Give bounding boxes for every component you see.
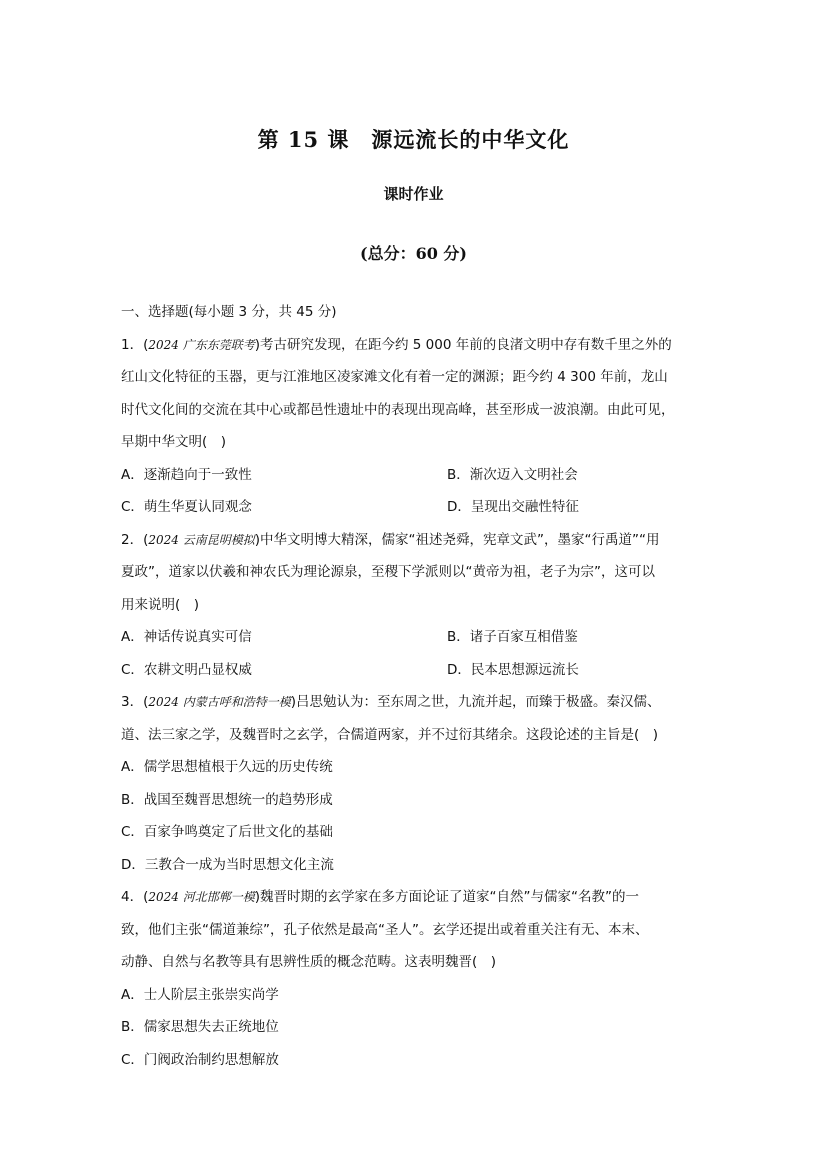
question-number: 3．( xyxy=(121,694,149,710)
question-line: 动静、自然与名教等具有思辨性质的概念范畴。这表明魏晋( ) xyxy=(121,954,497,970)
question-line: 时代文化间的交流在其中心或都邑性遗址中的表现出现高峰，甚至形成一波浪潮。由此可见， xyxy=(121,401,675,418)
option-b[interactable]: B．渐次迈入文明社会 xyxy=(447,466,578,483)
question-text: 考古研究发现，在距今约 5 000 年前的良渚文明中存有数千里之外的 xyxy=(260,336,672,353)
question-line: 用来说明( ) xyxy=(121,596,200,613)
question-number: 2．( xyxy=(121,531,149,548)
lesson-title: 第 15 课 源远流长的中华文化 xyxy=(257,127,570,152)
option-c[interactable]: C．百家争鸣奠定了后世文化的基础 xyxy=(121,824,333,840)
option-row xyxy=(121,459,709,492)
question-source: 2024 河北邯郸一模 xyxy=(148,890,255,904)
question-text: 魏晋时期的玄学家在多方面论证了道家“自然”与儒家“名教”的一 xyxy=(260,889,639,905)
question-line: 致，他们主张“儒道兼综”，孔子依然是最高“圣人”。玄学还提出或着重关注有无、本末、 xyxy=(121,921,649,938)
option-a[interactable]: A．士人阶层主张崇实尚学 xyxy=(121,986,279,1003)
total-score: (总分：60 分) xyxy=(360,244,467,263)
subtitle: 课时作业 xyxy=(383,185,444,203)
option-d[interactable]: D．民本思想源远流长 xyxy=(447,661,579,678)
option-b[interactable]: B．诸子百家互相借鉴 xyxy=(447,629,578,645)
question-number: 1．( xyxy=(121,336,149,353)
question-text: 吕思勉认为：至东周之世，九流并起，而臻于极盛。秦汉儒、 xyxy=(296,694,661,710)
option-row xyxy=(121,621,709,654)
question-source: 2024 内蒙古呼和浩特一模 xyxy=(148,695,291,709)
option-row xyxy=(121,491,709,524)
question-4 xyxy=(121,881,709,1076)
question-source: 2024 广东东莞联考 xyxy=(148,337,255,352)
question-line: 道、法三家之学，及魏晋时之玄学，合儒道两家，并不过衍其绪余。这段论述的主旨是( ) xyxy=(121,726,659,743)
question-2 xyxy=(121,524,709,687)
option-c[interactable]: C．萌生华夏认同观念 xyxy=(121,499,252,515)
option-a[interactable]: A．儒学思想植根于久远的历史传统 xyxy=(121,759,333,775)
question-line: 3．(2024 内蒙古呼和浩特一模)吕思勉认为：至东周之世，九流并起，而臻于极盛。秦汉儒、 xyxy=(121,694,661,710)
question-number: 4．( xyxy=(121,889,149,905)
option-row xyxy=(121,654,709,687)
question-line: 夏政”，道家以伏羲和神农氏为理论源泉，至稷下学派则以“黄帝为祖，老子为宗”，这可以 xyxy=(121,564,655,580)
question-1 xyxy=(121,329,709,524)
question-line: 红山文化特征的玉器，更与江淮地区凌家滩文化有着一定的渊源；距今约 4 300 年前，龙山 xyxy=(121,369,668,385)
option-c[interactable]: C．门阀政治制约思想解放 xyxy=(121,1051,279,1068)
option-b[interactable]: B．战国至魏晋思想统一的趋势形成 xyxy=(121,791,333,808)
option-c[interactable]: C．农耕文明凸显权威 xyxy=(121,661,252,678)
option-a[interactable]: A．逐渐趋向于一致性 xyxy=(121,466,252,483)
section-heading: 一、选择题(每小题 3 分，共 45 分) xyxy=(121,304,337,320)
question-text: 中华文明博大精深，儒家“祖述尧舜，宪章文武”，墨家“行禹道”“用 xyxy=(260,531,660,548)
option-d[interactable]: D．三教合一成为当时思想文化主流 xyxy=(121,856,334,873)
option-d[interactable]: D．呈现出交融性特征 xyxy=(447,499,579,515)
question-line: 4．(2024 河北邯郸一模)魏晋时期的玄学家在多方面论证了道家“自然”与儒家“名教”的一 xyxy=(121,889,639,905)
option-a[interactable]: A．神话传说真实可信 xyxy=(121,629,252,645)
question-line: 2．(2024 云南昆明模拟)中华文明博大精深，儒家“祖述尧舜，宪章文武”，墨家“行禹道”“用 xyxy=(121,531,660,548)
question-3 xyxy=(121,686,709,881)
question-source: 2024 云南昆明模拟 xyxy=(148,532,255,547)
question-section xyxy=(121,296,709,1076)
question-line: 早期中华文明( ) xyxy=(121,434,227,450)
question-line: 1．(2024 广东东莞联考)考古研究发现，在距今约 5 000 年前的良渚文明中存有数千里之外的 xyxy=(121,336,672,353)
option-b[interactable]: B．儒家思想失去正统地位 xyxy=(121,1019,279,1035)
